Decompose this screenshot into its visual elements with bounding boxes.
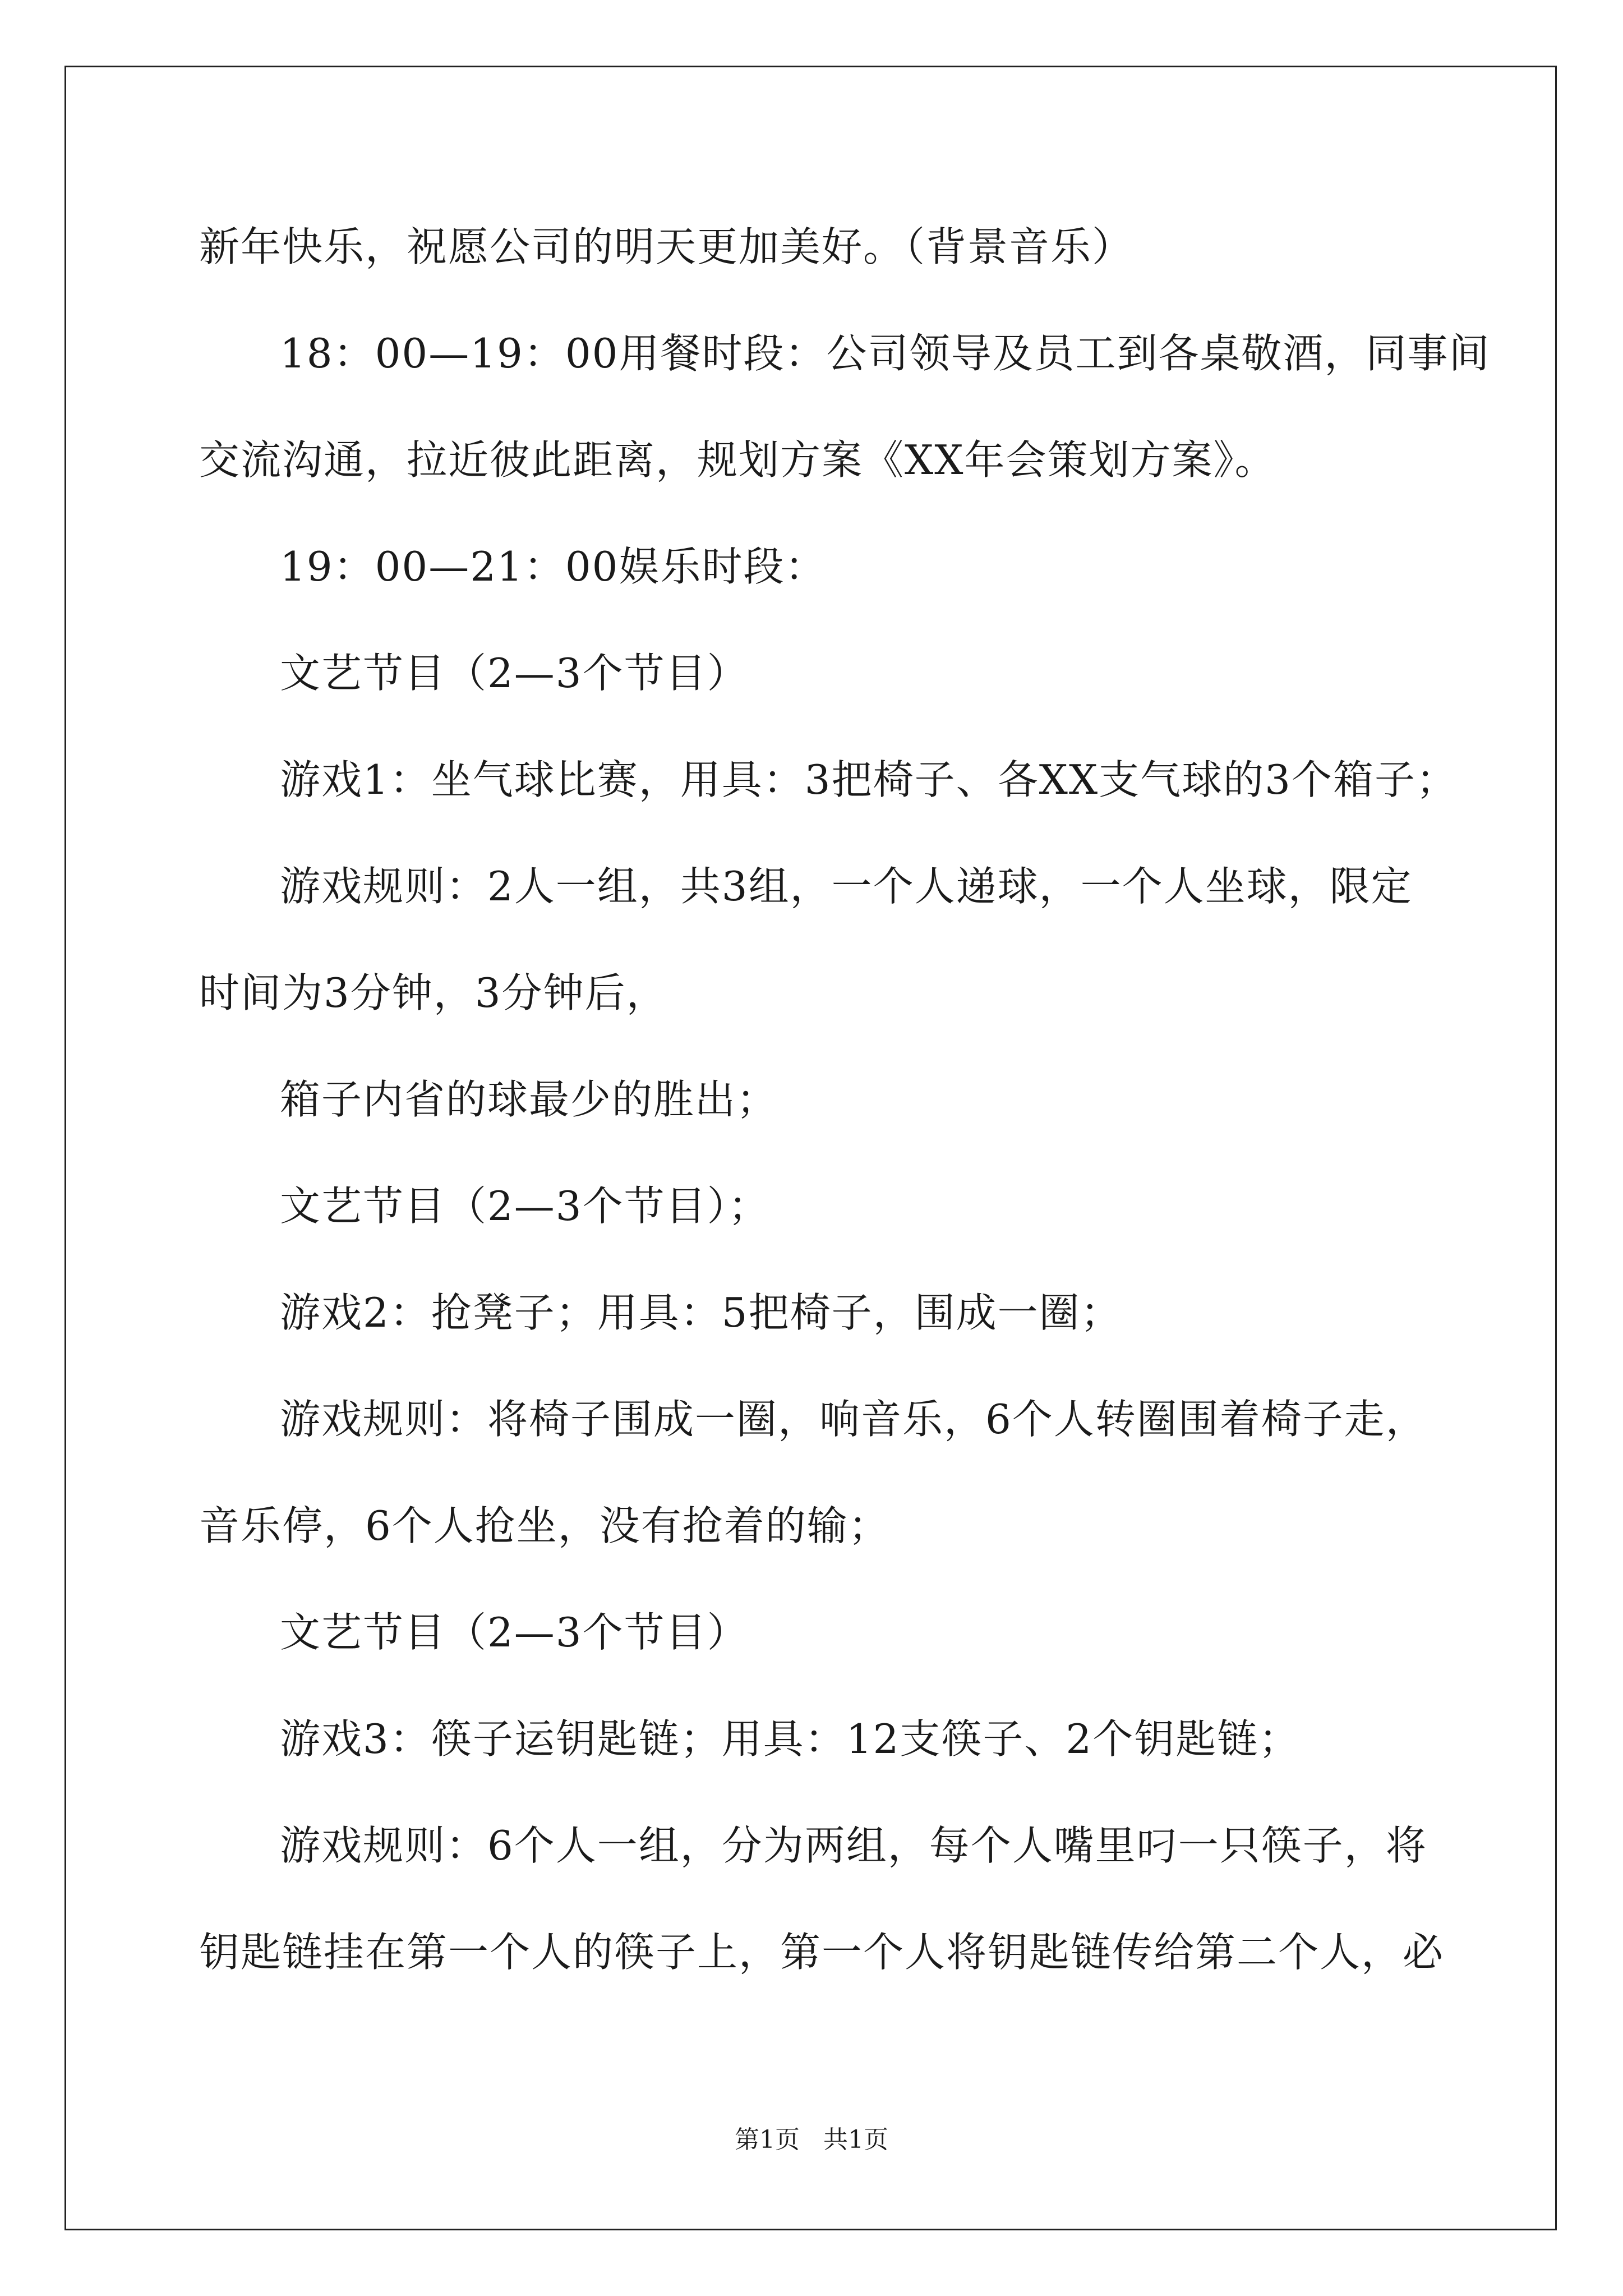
paragraph-line: 文艺节目（2—3个节目） [280,650,749,697]
paragraph-line: 19：00—21：00娱乐时段： [280,543,827,590]
paragraph-line: 箱子内省的球最少的胜出； [280,1076,778,1123]
paragraph-line: 游戏3：筷子运钥匙链；用具：12支筷子、2个钥匙链； [280,1715,1301,1763]
page-number-footer: 第1页 共1页 [735,2125,888,2154]
paragraph-line: 时间为3分钟，3分钟后， [199,969,668,1016]
paragraph-line: 文艺节目（2—3个节目）； [280,1182,770,1230]
paragraph-line: 游戏规则：将椅子围成一圈，响音乐，6个人转圈围着椅子走， [280,1396,1427,1443]
paragraph-line: 游戏规则：2人一组，共3组，一个人递球，一个人坐球，限定 [280,863,1413,910]
document-body [199,194,1491,2005]
paragraph-line: 18：00—19：00用餐时段：公司领导及员工到各桌敬酒，同事间 [280,330,1491,377]
paragraph-line: 钥匙链挂在第一个人的筷子上，第一个人将钥匙链传给第二个人，必 [199,1929,1445,1976]
paragraph-line: 音乐停，6个人抢坐，没有抢着的输； [199,1502,890,1549]
paragraph-line: 游戏1：坐气球比赛，用具：3把椅子、各XX支气球的3个箱子； [280,756,1458,803]
paragraph-line: 游戏2：抢凳子；用具：5把椅子，围成一圈； [280,1289,1122,1336]
paragraph-line: 交流沟通，拉近彼此距离，规划方案《XX年会策划方案》。 [199,436,1276,484]
paragraph-line: 游戏规则：6个人一组，分为两组，每个人嘴里叼一只筷子，将 [280,1822,1427,1869]
paragraph-line: 新年快乐，祝愿公司的明天更加美好。（背景音乐） [199,223,1134,270]
paragraph-line: 文艺节目（2—3个节目） [280,1609,749,1656]
